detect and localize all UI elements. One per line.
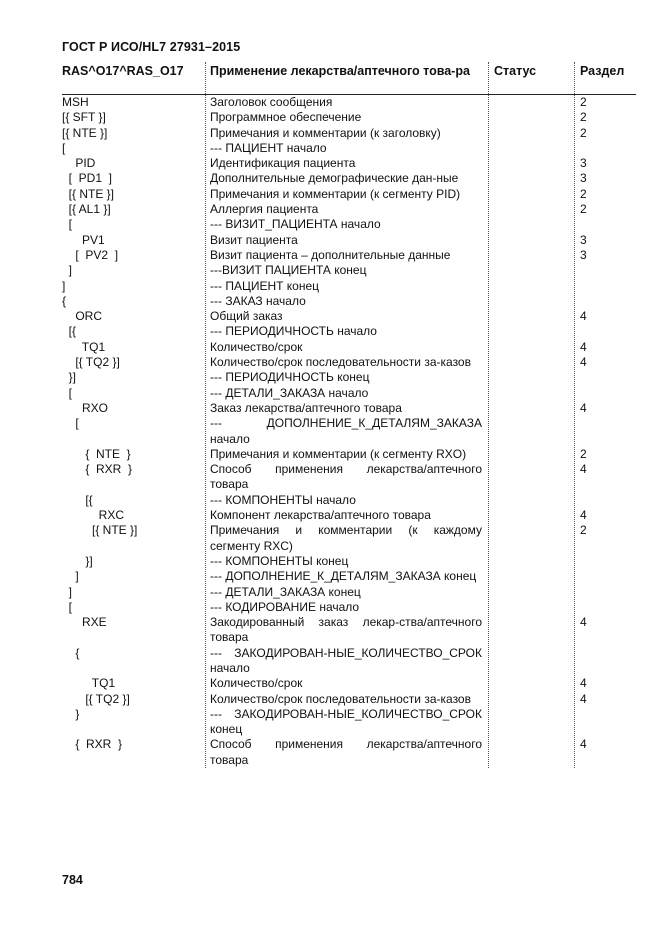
table-row — [62, 217, 636, 232]
table-row — [62, 294, 636, 309]
segment-section: 2 — [580, 523, 587, 538]
segment-description: --- ЗАКАЗ начало — [210, 293, 306, 308]
page-number: 784 — [62, 873, 83, 887]
table-row — [62, 95, 636, 110]
table-row — [62, 692, 636, 707]
segment-section: 2 — [580, 110, 587, 125]
segment-description: Аллергия пациента — [210, 202, 319, 217]
table-row — [62, 462, 636, 493]
table-row — [62, 615, 636, 646]
segment-code: [{ TQ2 }] — [62, 691, 130, 706]
col-header-message: RAS^O17^RAS_O17 — [62, 64, 184, 78]
segment-code: [ PV2 ] — [62, 247, 119, 262]
segment-description: Количество/срок — [210, 676, 303, 691]
segment-code: [ — [62, 599, 73, 614]
segment-description: Программное обеспечение — [210, 110, 362, 125]
table-row — [62, 554, 636, 569]
segment-code: ORC — [62, 309, 103, 324]
table-row — [62, 233, 636, 248]
segment-description: Визит пациента – дополнительные данные — [210, 247, 451, 262]
col-header-description: Применение лекарства/аптечного това-ра — [210, 64, 470, 78]
table-row — [62, 401, 636, 416]
table-row — [62, 523, 636, 554]
table-row — [62, 110, 636, 125]
col-header-status: Статус — [494, 64, 537, 78]
segment-code: RXE — [62, 615, 107, 630]
segment-description: --- ПЕРИОДИЧНОСТЬ конец — [210, 370, 370, 385]
segment-code: { NTE } — [62, 446, 131, 461]
segment-section: 4 — [580, 737, 587, 752]
segment-section: 2 — [580, 202, 587, 217]
segment-description: Компонент лекарства/аптечного товара — [210, 508, 431, 523]
segment-code: [{ SFT }] — [62, 110, 106, 125]
segment-code: { RXR } — [62, 462, 133, 477]
segment-section: 4 — [580, 691, 587, 706]
segment-code: [ PD1 ] — [62, 171, 113, 186]
table-row — [62, 370, 636, 385]
segment-description: Визит пациента — [210, 232, 298, 247]
table-row — [62, 309, 636, 324]
table-row — [62, 447, 636, 462]
segment-description: --- ВИЗИТ_ПАЦИЕНТА начало — [210, 217, 381, 232]
segment-description: Примечания и комментарии (к заголовку) — [210, 125, 441, 140]
segment-description: --- ДОПОЛНЕНИЕ_К_ДЕТАЛЯМ_ЗАКАЗА начало — [210, 416, 482, 446]
segment-section: 4 — [580, 339, 587, 354]
segment-description: Общий заказ — [210, 309, 283, 324]
table-header — [62, 62, 636, 95]
segment-section: 3 — [580, 156, 587, 171]
segment-description: --- ДЕТАЛИ_ЗАКАЗА конец — [210, 584, 361, 599]
document-header: ГОСТ Р ИСО/HL7 27931–2015 — [62, 40, 241, 54]
segment-code: RXC — [62, 508, 125, 523]
segment-code: { RXR } — [62, 737, 123, 752]
table-row — [62, 340, 636, 355]
segment-section: 4 — [580, 676, 587, 691]
table-row — [62, 324, 636, 339]
segment-code: [{ NTE }] — [62, 186, 115, 201]
segment-section: 4 — [580, 309, 587, 324]
segment-description: --- ПЕРИОДИЧНОСТЬ начало — [210, 324, 377, 339]
segment-code: ] — [62, 263, 73, 278]
segment-description: --- КОМПОНЕНТЫ начало — [210, 492, 356, 507]
table-row — [62, 493, 636, 508]
table-body — [62, 95, 636, 768]
col-header-section: Раздел — [580, 64, 625, 78]
segment-description: Способ применения лекарства/аптечного товара — [210, 737, 482, 767]
segment-description: Количество/срок — [210, 339, 303, 354]
segment-code: [{ NTE }] — [62, 125, 108, 140]
segment-code: }] — [62, 553, 93, 568]
segment-description: --- ЗАКОДИРОВАН-НЫЕ_КОЛИЧЕСТВО_СРОК конец — [210, 706, 482, 737]
table-row — [62, 156, 636, 171]
segment-code: RXO — [62, 400, 109, 415]
segment-code: [{ — [62, 492, 93, 507]
segment-description: Примечания и комментарии (к сегменту PID) — [210, 186, 461, 201]
segment-description: Заказ лекарства/аптечного товара — [210, 400, 402, 415]
table-row — [62, 171, 636, 186]
table-row — [62, 279, 636, 294]
segment-description: Количество/срок последовательности за-казов — [210, 355, 471, 370]
table-row — [62, 187, 636, 202]
segment-code: TQ1 — [62, 676, 116, 691]
segment-section: 4 — [580, 400, 587, 415]
segment-code: [{ TQ2 }] — [62, 355, 120, 370]
table-row — [62, 600, 636, 615]
segment-section: 2 — [580, 95, 587, 109]
segment-code: MSH — [62, 95, 89, 109]
table-row — [62, 676, 636, 691]
table-row — [62, 126, 636, 141]
segment-section: 3 — [580, 232, 587, 247]
segment-description: Способ применения лекарства/аптечного товара — [210, 462, 482, 492]
table-row — [62, 646, 636, 677]
table-row — [62, 141, 636, 156]
segment-section: 4 — [580, 462, 587, 477]
segment-description: --- ДЕТАЛИ_ЗАКАЗА начало — [210, 385, 369, 400]
segment-code: [ — [62, 385, 73, 400]
segment-description: Количество/срок последовательности за-казов — [210, 691, 471, 706]
segment-code: [{ NTE }] — [62, 523, 138, 538]
segment-code: [ — [62, 217, 73, 232]
table-row — [62, 355, 636, 370]
segment-description: Заголовок сообщения — [210, 95, 333, 109]
segment-code: { — [62, 645, 80, 660]
segment-description: --- ДОПОЛНЕНИЕ_К_ДЕТАЛЯМ_ЗАКАЗА конец — [210, 569, 477, 584]
segment-section: 2 — [580, 446, 587, 461]
segment-description: ---ВИЗИТ ПАЦИЕНТА конец — [210, 263, 367, 278]
segment-section: 3 — [580, 171, 587, 186]
segment-description: Примечания и комментарии (к сегменту RXO) — [210, 446, 467, 461]
segment-code: }] — [62, 370, 77, 385]
segment-table — [62, 62, 636, 768]
segment-description: --- ЗАКОДИРОВАН-НЫЕ_КОЛИЧЕСТВО_СРОК начало — [210, 645, 482, 675]
segment-description: --- КОДИРОВАНИЕ начало — [210, 599, 360, 614]
segment-section: 4 — [580, 508, 587, 523]
segment-description: Примечания и комментарии (к каждому сегменту RXC) — [210, 523, 482, 553]
table-row — [62, 508, 636, 523]
segment-code: ] — [62, 584, 73, 599]
segment-code: [ — [62, 140, 66, 155]
segment-code: ] — [62, 278, 66, 293]
segment-section: 4 — [580, 355, 587, 370]
segment-section: 3 — [580, 247, 587, 262]
segment-section: 2 — [580, 125, 587, 140]
segment-description: --- ПАЦИЕНТ начало — [210, 140, 327, 155]
segment-description: Идентификация пациента — [210, 156, 356, 171]
table-row — [62, 569, 636, 584]
segment-code: [ — [62, 416, 79, 431]
segment-code: ] — [62, 569, 79, 584]
segment-description: Закодированный заказ лекар-ства/аптечного товара — [210, 615, 482, 645]
table-row — [62, 585, 636, 600]
table-row — [62, 386, 636, 401]
segment-section: 4 — [580, 615, 587, 630]
segment-code: [{ — [62, 324, 77, 339]
segment-code: TQ1 — [62, 339, 106, 354]
table-row — [62, 416, 636, 447]
segment-code: [{ AL1 }] — [62, 202, 111, 217]
table-row — [62, 248, 636, 263]
segment-code: PV1 — [62, 232, 105, 247]
segment-description: --- КОМПОНЕНТЫ конец — [210, 553, 349, 568]
segment-section: 2 — [580, 186, 587, 201]
segment-description: Дополнительные демографические дан-ные — [210, 171, 459, 186]
segment-code: PID — [62, 156, 96, 171]
segment-description: --- ПАЦИЕНТ конец — [210, 278, 320, 293]
segment-code: } — [62, 706, 80, 721]
table-row — [62, 707, 636, 738]
table-row — [62, 263, 636, 278]
table-row — [62, 737, 636, 768]
segment-code: { — [62, 293, 67, 308]
table-row — [62, 202, 636, 217]
